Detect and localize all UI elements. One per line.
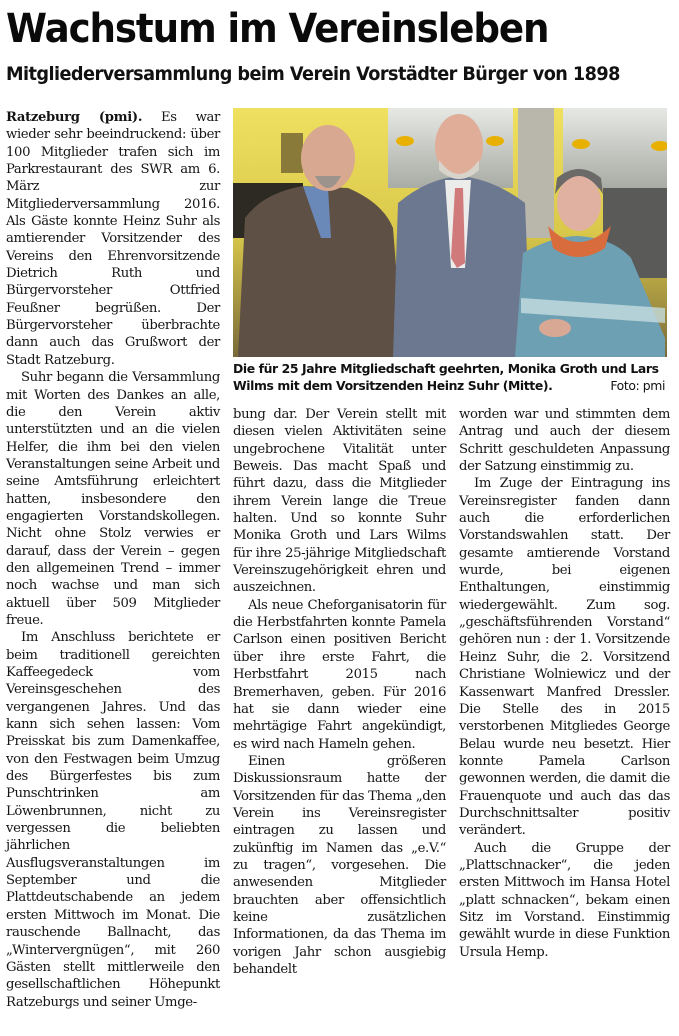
dateline: Ratzeburg (pmi). [6, 110, 143, 125]
paragraph: Als neue Cheforganisatorin für die Herbstfahrten konnte Pamela Carlson einen positiven Bericht über ihre erste Fahrt, die Herbstfahrt 2015 nach Bremerhaven, geben. Für 2016 hat sie dann wieder eine mehrtägige Fahrt angekündigt, es wird nach Hameln gehen. [233, 597, 446, 752]
paragraph: Auch die Gruppe der „Plattschnacker“, die jeden ersten Mittwoch im Hansa Hotel „platt schnacken“, bekam einen Sitz im Vorstand. Einstimmig gewählt wurde in diese Funktion Ursula Hemp. [459, 840, 670, 960]
paragraph: Im Zuge der Eintragung ins Vereinsregister fanden dann auch die erforderlichen Vorstandswahlen statt. Der gesamte amtierende Vorstand wurde, bei eigenen Enthaltungen, einstimmig wiedergewählt. Zum sog. „geschäftsführenden Vorstand“ gehören nun : der 1. Vorsitzende Heinz Suhr, die 2. Vorsitzend Christiane Wolniewicz und der Kassenwart Manfred Dressler. Die Stelle des in 2015 verstorbenen Mitgliedes George Belau wurde neu besetzt. Hier konnte Pamela Carlson gewonnen werden, die damit die Frauenquote und auch das das Durchschnittsalter positiv verändert. [459, 476, 670, 839]
paragraph [6, 109, 220, 369]
caption-line-2: Wilms mit dem Vorsitzenden Heinz Suhr (Mitte). [233, 378, 553, 393]
paragraph: Im Anschluss berichtete er beim traditionell gereichten Kaffeegedeck vom Vereinsgeschehen des vergangenen Jahres. Und das kann sich sehen lassen: Vom Preisskat bis zum Damenkaffee, von den Festwagen beim Umzug des Bürgerfestes bis zum Punschtrinken am Löwenbrunnen, nicht zu vergessen die beliebten jährlichen Ausflugsveranstaltungen im September und die Plattdeutschabende an jedem ersten Mittwoch im Monat. Die rauschende Ballnacht, das „Wintervergnügen“, mit 260 Gästen stellt mittlerweile den gesellschaftlichen Höhepunkt Ratzeburgs und seiner Umge- [6, 630, 220, 1010]
paragraph-text: Es war wieder sehr beeindruckend: über 100 Mitglieder trafen sich im Parkrestaurant des SWR am 6. März zur Mitgliederversammlung 2016. Als Gäste konnte Heinz Suhr als amtierender Vorsitzender des Vereins den Ehrenvorsitzende Dietrich Ruth und Bürgervorsteher Ottfried Feußner begrüßen. Der Bürgervorsteher überbrachte dann auch das Grußwort der Stadt Ratzeburg. [6, 110, 220, 368]
subheadline: Mitgliederversammlung beim Verein Vorstädter Bürger von 1898 [6, 63, 620, 85]
headline: Wachstum im Vereinsleben [6, 6, 549, 52]
paragraph: Suhr begann die Versammlung mit Worten des Dankes an alle, die den Verein aktiv unterstützten und an die vielen Helfer, die ihm bei den vielen Veranstaltungen seine Arbeit und seine Amtsführung erleichtert hatten, insbesondere den engagierten Vorstandskollegen. Nicht ohne Stolz verwies er darauf, dass der Verein – gegen den allgemeinen Trend – immer noch wachse und man sich aktuell über 509 Mitglieder freue. [6, 370, 220, 628]
article-column-1 [6, 109, 220, 1011]
photo-caption [233, 360, 669, 394]
photo-credit: Foto: pmi [610, 378, 665, 393]
article-photo [233, 108, 667, 357]
paragraph: worden war und stimmten dem Antrag und auch der diesem Schritt geschuldeten Anpassung der Satzung einstimmig zu. [459, 407, 670, 475]
article-column-3 [459, 406, 670, 961]
caption-line-1: Die für 25 Jahre Mitgliedschaft geehrten, Monika Groth und Lars [233, 361, 659, 376]
article-column-2 [233, 406, 446, 978]
paragraph: bung dar. Der Verein stellt mit diesen vielen Aktivitäten seine ungebrochene Vitalität unter Beweis. Das macht Spaß und führt dazu, dass die Mitglieder ihrem Verein lange die Treue halten. Und so konnte Suhr Monika Groth und Lars Wilms für ihre 25-jährige Mitgliedschaft Vereinszugehörigkeit ehren und auszeichnen. [233, 407, 446, 596]
photo-image [233, 108, 667, 357]
paragraph: Einen größeren Diskussionsraum hatte der Vorsitzenden für das Thema „den Verein ins Vereinsregister eintragen zu lassen und zukünftig im Namen das „e.V.“ zu tragen“, vorgesehen. Die anwesenden Mitglieder brauchten aber offensichtlich keine zusätzlichen Informationen, da das Thema im vorigen Jahr schon ausgiebig behandelt [233, 753, 446, 977]
